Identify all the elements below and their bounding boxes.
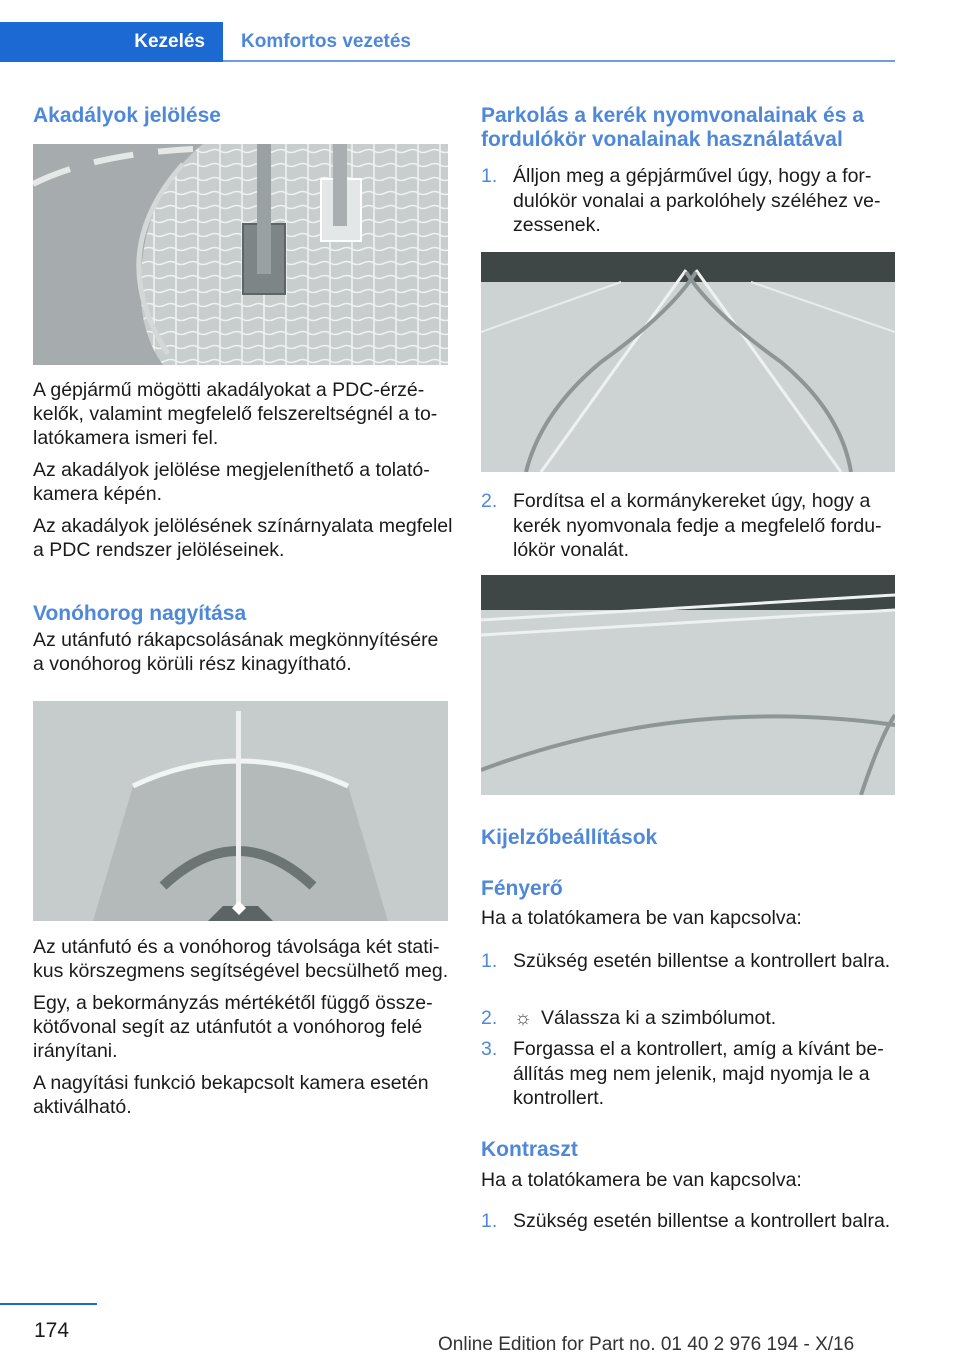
step-number: 2. xyxy=(481,490,498,512)
step-text: Válassza ki a szimbólumot. xyxy=(541,1007,777,1029)
step-text: Forgassa el a kontrollert, amíg a kívánt beállítás meg nem jelenik, majd nyomja le a kontrollert. xyxy=(513,1038,884,1109)
step-number: 2. xyxy=(481,1007,498,1029)
paragraph: Az akadályok jelölése megjeleníthető a tolatókamera képén. xyxy=(33,459,430,505)
header-divider xyxy=(223,60,895,62)
paragraph: Az akadályok jelölésének színárnyalata megfelel a PDC rendszer jelöléseinek. xyxy=(33,515,453,561)
paragraph: Az utánfutó és a vonóhorog távolsága két statikus körszegmens segítségével becsülhető meg. xyxy=(33,936,449,982)
heading-akadalyok: Akadályok jelölése xyxy=(33,104,221,127)
obstacle-marking-image xyxy=(33,144,448,365)
paragraph: Ha a tolatókamera be van kapcsolva: xyxy=(481,1169,802,1191)
heading-kijelzobeallitasok: Kijelzőbeállítások xyxy=(481,826,658,849)
sun-icon: ☼ xyxy=(514,1007,532,1029)
header-tabs xyxy=(0,22,895,60)
paragraph: Ha a tolatókamera be van kapcsolva: xyxy=(481,907,802,929)
heading-fenyero: Fényerő xyxy=(481,877,563,900)
step-number: 1. xyxy=(481,950,498,972)
edition-note: Online Edition for Part no. 01 40 2 976 194 - X/16 xyxy=(438,1334,855,1355)
left-paragraphs xyxy=(33,378,453,562)
heading-kontraszt: Kontraszt xyxy=(481,1138,578,1161)
page-number: 174 xyxy=(34,1319,70,1342)
turning-circle-image-2 xyxy=(481,575,895,795)
step-number: 1. xyxy=(481,1210,498,1232)
footer-divider xyxy=(0,1303,97,1305)
turning-circle-image-1 xyxy=(481,252,895,472)
heading-vonohorog: Vonóhorog nagyítása xyxy=(33,602,247,625)
step-text: Fordítsa el a kormánykereket úgy, hogy a kerék nyomvonala fedje a megfelelő fordulókör vonalát. xyxy=(513,490,882,561)
paragraph: A nagyítási funkció bekapcsolt kamera esetén aktiválható. xyxy=(33,1072,429,1118)
step-text: Szükség esetén billentse a kontrollert balra. xyxy=(513,1210,891,1232)
tab-komfortos-vezetes[interactable]: Komfortos vezetés xyxy=(241,31,411,52)
paragraph: Egy, a bekormányzás mértékétől függő összekötővonal segít az utánfutót a vonóhorog felé irányítani. xyxy=(33,992,433,1062)
step-number: 3. xyxy=(481,1038,498,1060)
left-paragraphs-2 xyxy=(33,935,453,1119)
heading-parkolas: Parkolás a kerék nyomvonalainak és a fordulókör vonalainak használatával xyxy=(481,104,864,151)
hitch-zoom-image xyxy=(33,701,448,921)
paragraph: Az utánfutó rákapcsolásának megkönnyítésére a vonóhorog körüli rész kinagyítható. xyxy=(33,629,439,675)
step-number: 1. xyxy=(481,165,498,187)
tab-kezeles[interactable]: Kezelés xyxy=(0,22,223,62)
paragraph: A gépjármű mögötti akadályokat a PDC-érzékelők, valamint megfelelő felszereltségnél a tolatókamera ismeri fel. xyxy=(33,379,438,449)
step-text: Álljon meg a gépjárművel úgy, hogy a fordulókör vonalai a parkolóhely széléhez vezessenek. xyxy=(513,165,881,236)
step-text: Szükség esetén billentse a kontrollert balra. xyxy=(513,950,891,972)
